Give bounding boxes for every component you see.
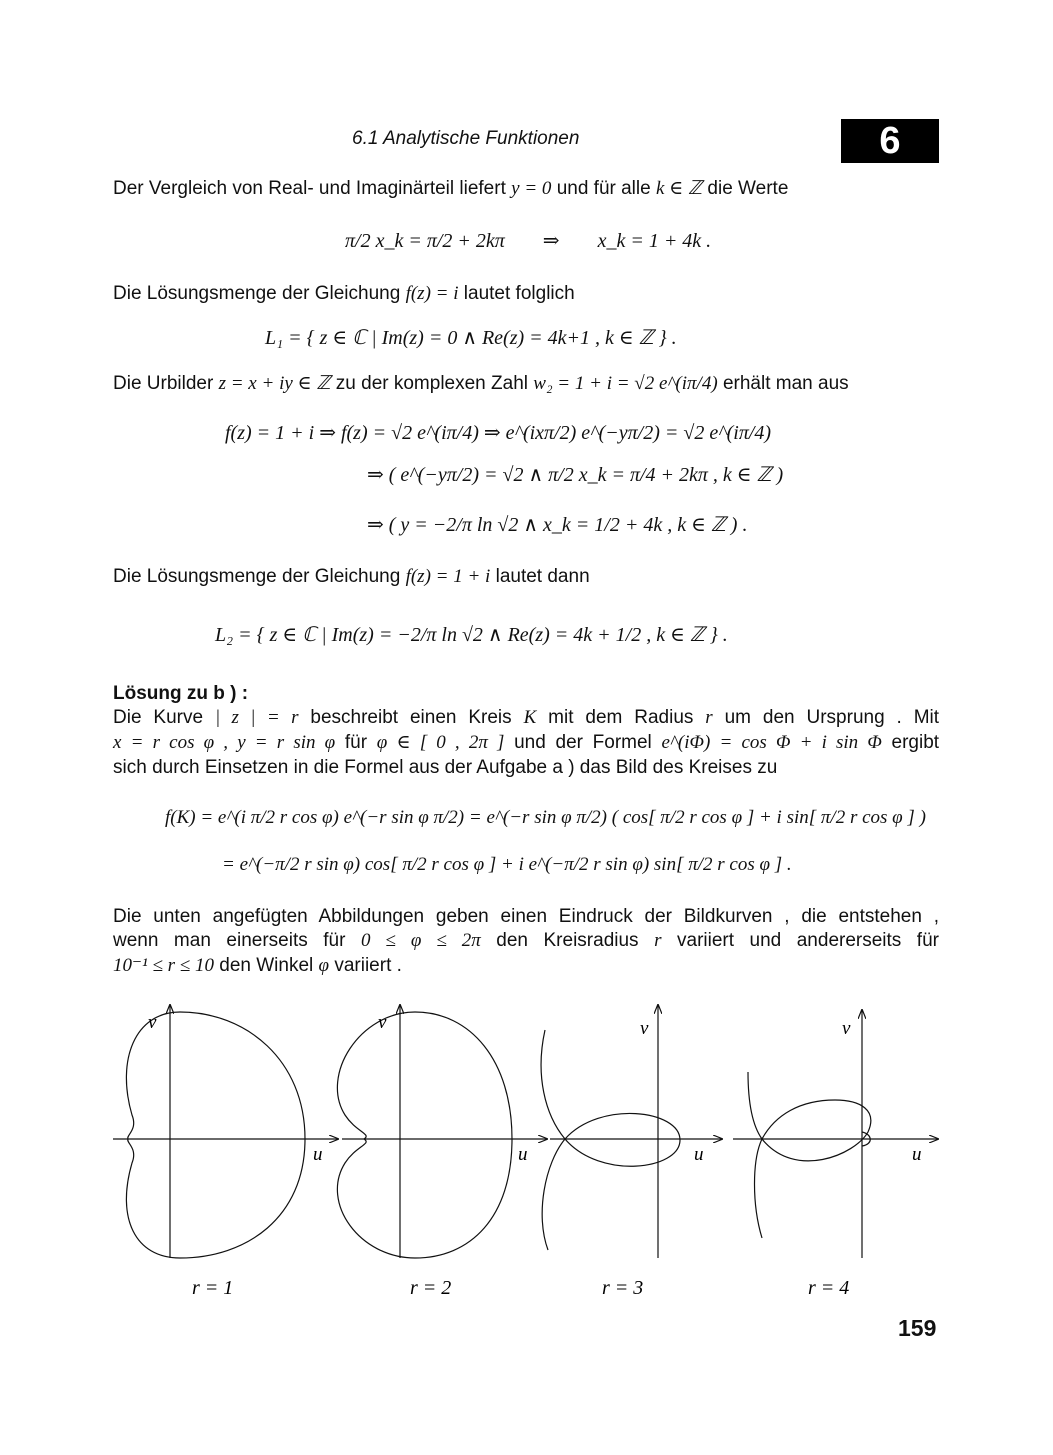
para1-math-2: k ∈ ℤ bbox=[655, 178, 703, 199]
solution-b-math: x = r cos φ , y = r sin φ bbox=[113, 732, 336, 753]
equation-3-line-2: ⇒ ( e^(−yπ/2) = √2 ∧ π/2 x_k = π/4 + 2kπ , k ∈ ℤ ) bbox=[367, 464, 784, 486]
para2-math-1: f(z) = i bbox=[405, 283, 459, 304]
solution-b-text: Die Kurve bbox=[113, 707, 204, 728]
para2-text-1: Die Lösungsmenge der Gleichung bbox=[113, 283, 401, 304]
solution-b-math: e^(iΦ) = cos Φ + i sin Φ bbox=[661, 732, 882, 753]
plot-r3-curve bbox=[541, 1030, 680, 1250]
plot-r2-v-label: v bbox=[378, 1012, 387, 1033]
equation-2: L₁ = { z ∈ ℂ | Im(z) = 0 ∧ Re(z) = 4k+1 , k ∈ ℤ } . bbox=[265, 327, 677, 349]
solution-b-text: um den Ursprung . Mit bbox=[724, 707, 940, 728]
plot-r3-caption: r = 3 bbox=[602, 1277, 644, 1299]
plot-r1 bbox=[113, 1005, 338, 1299]
para5-text: den Kreisradius bbox=[496, 930, 639, 951]
plot-r3 bbox=[541, 1005, 722, 1299]
equation-1-left: π/2 x_k = π/2 + 2kπ bbox=[345, 230, 505, 252]
plot-r1-v-label: v bbox=[148, 1012, 157, 1033]
para3-math-2: w₂ = 1 + i = √2 e^(iπ/4) bbox=[533, 373, 718, 394]
equation-3-line-1: f(z) = 1 + i ⇒ f(z) = √2 e^(iπ/4) ⇒ e^(ixπ/2) e^(−yπ/2) = √2 e^(iπ/4) bbox=[225, 422, 772, 444]
para1-text-3: die Werte bbox=[707, 178, 789, 199]
para4-text-1: Die Lösungsmenge der Gleichung bbox=[113, 566, 401, 587]
plot-r1-u-label: u bbox=[313, 1144, 323, 1165]
para5-text: variiert und andererseits für bbox=[677, 930, 939, 951]
para5-math: r bbox=[654, 930, 662, 951]
equation-1-arrow: ⇒ bbox=[542, 230, 560, 252]
para4-math-1: f(z) = 1 + i bbox=[405, 566, 491, 587]
plot-r4-curve bbox=[748, 1072, 871, 1238]
para3-text-3: erhält man aus bbox=[722, 373, 849, 394]
plot-r4-caption: r = 4 bbox=[808, 1277, 850, 1299]
para1-math-1: y = 0 bbox=[511, 178, 552, 199]
equation-4: L₂ = { z ∈ ℂ | Im(z) = −2/π ln √2 ∧ Re(z) = 4k + 1/2 , k ∈ ℤ } . bbox=[215, 624, 728, 646]
plot-r2-caption: r = 2 bbox=[410, 1277, 452, 1299]
plot-r3-v-label: v bbox=[640, 1018, 649, 1039]
plot-r4-u-label: u bbox=[912, 1144, 922, 1165]
para2-text-2: lautet folglich bbox=[463, 283, 575, 304]
paragraph-5-line-1: Die unten angefügten Abbildungen geben einen Eindruck der Bildkurven , die entstehen , bbox=[113, 906, 939, 927]
plot-r1-curve bbox=[126, 1012, 305, 1258]
plot-r1-caption: r = 1 bbox=[192, 1277, 234, 1299]
solution-b-text: und der Formel bbox=[514, 732, 652, 753]
plot-r2 bbox=[337, 1005, 547, 1299]
para5-text: variiert . bbox=[334, 955, 402, 976]
solution-b-line-3: sich durch Einsetzen in die Formel aus der Aufgabe a ) das Bild des Kreises zu bbox=[113, 757, 778, 778]
para5-math: 10⁻¹ ≤ r ≤ 10 bbox=[113, 955, 214, 976]
solution-b-math: | z | = r bbox=[214, 707, 299, 728]
chapter-number-badge: 6 bbox=[841, 119, 939, 163]
page-number: 159 bbox=[898, 1315, 937, 1341]
plot-r2-u-label: u bbox=[518, 1144, 528, 1165]
solution-b-math: K bbox=[523, 707, 537, 728]
para3-math-1: z = x + iy ∈ ℤ bbox=[218, 373, 331, 394]
equation-1-right: x_k = 1 + 4k . bbox=[597, 230, 712, 252]
para3-text-2: zu der komplexen Zahl bbox=[335, 373, 528, 394]
plot-r3-u-label: u bbox=[694, 1144, 704, 1165]
para1-text-2: und für alle bbox=[556, 178, 651, 199]
solution-b-text: für bbox=[344, 732, 368, 753]
solution-b-text: ergibt bbox=[891, 732, 940, 753]
para5-math: 0 ≤ φ ≤ 2π bbox=[360, 930, 481, 951]
solution-b-text: mit dem Radius bbox=[548, 707, 694, 728]
solution-b-text: beschreibt einen Kreis bbox=[310, 707, 512, 728]
solution-b-math: r bbox=[705, 707, 713, 728]
para4-text-2: lautet dann bbox=[495, 566, 590, 587]
solution-b-math: φ ∈ [ 0 , 2π ] bbox=[376, 732, 505, 753]
plot-r4 bbox=[733, 1010, 938, 1299]
para5-text: den Winkel bbox=[219, 955, 314, 976]
solution-b-heading: Lösung zu b ) : bbox=[113, 683, 249, 704]
equation-3-line-3: ⇒ ( y = −2/π ln √2 ∧ x_k = 1/2 + 4k , k ∈ ℤ ) . bbox=[367, 514, 748, 536]
plot-r2-curve bbox=[337, 1012, 512, 1258]
equation-5-line-1: f(K) = e^(i π/2 r cos φ) e^(−r sin φ π/2) = e^(−r sin φ π/2) ( cos[ π/2 r cos φ ] + i sin[ π/2 r cos φ ] ) bbox=[165, 807, 926, 828]
section-title: 6.1 Analytische Funktionen bbox=[352, 128, 580, 149]
para5-text: wenn man einerseits für bbox=[113, 930, 346, 951]
equation-5-line-2: = e^(−π/2 r sin φ) cos[ π/2 r cos φ ] + i e^(−π/2 r sin φ) sin[ π/2 r cos φ ] . bbox=[222, 854, 792, 875]
plot-r4-v-label: v bbox=[842, 1018, 851, 1039]
para1-text-1: Der Vergleich von Real- und Imaginärteil liefert bbox=[113, 178, 506, 199]
para5-math: φ bbox=[318, 955, 330, 976]
para3-text-1: Die Urbilder bbox=[113, 373, 214, 394]
